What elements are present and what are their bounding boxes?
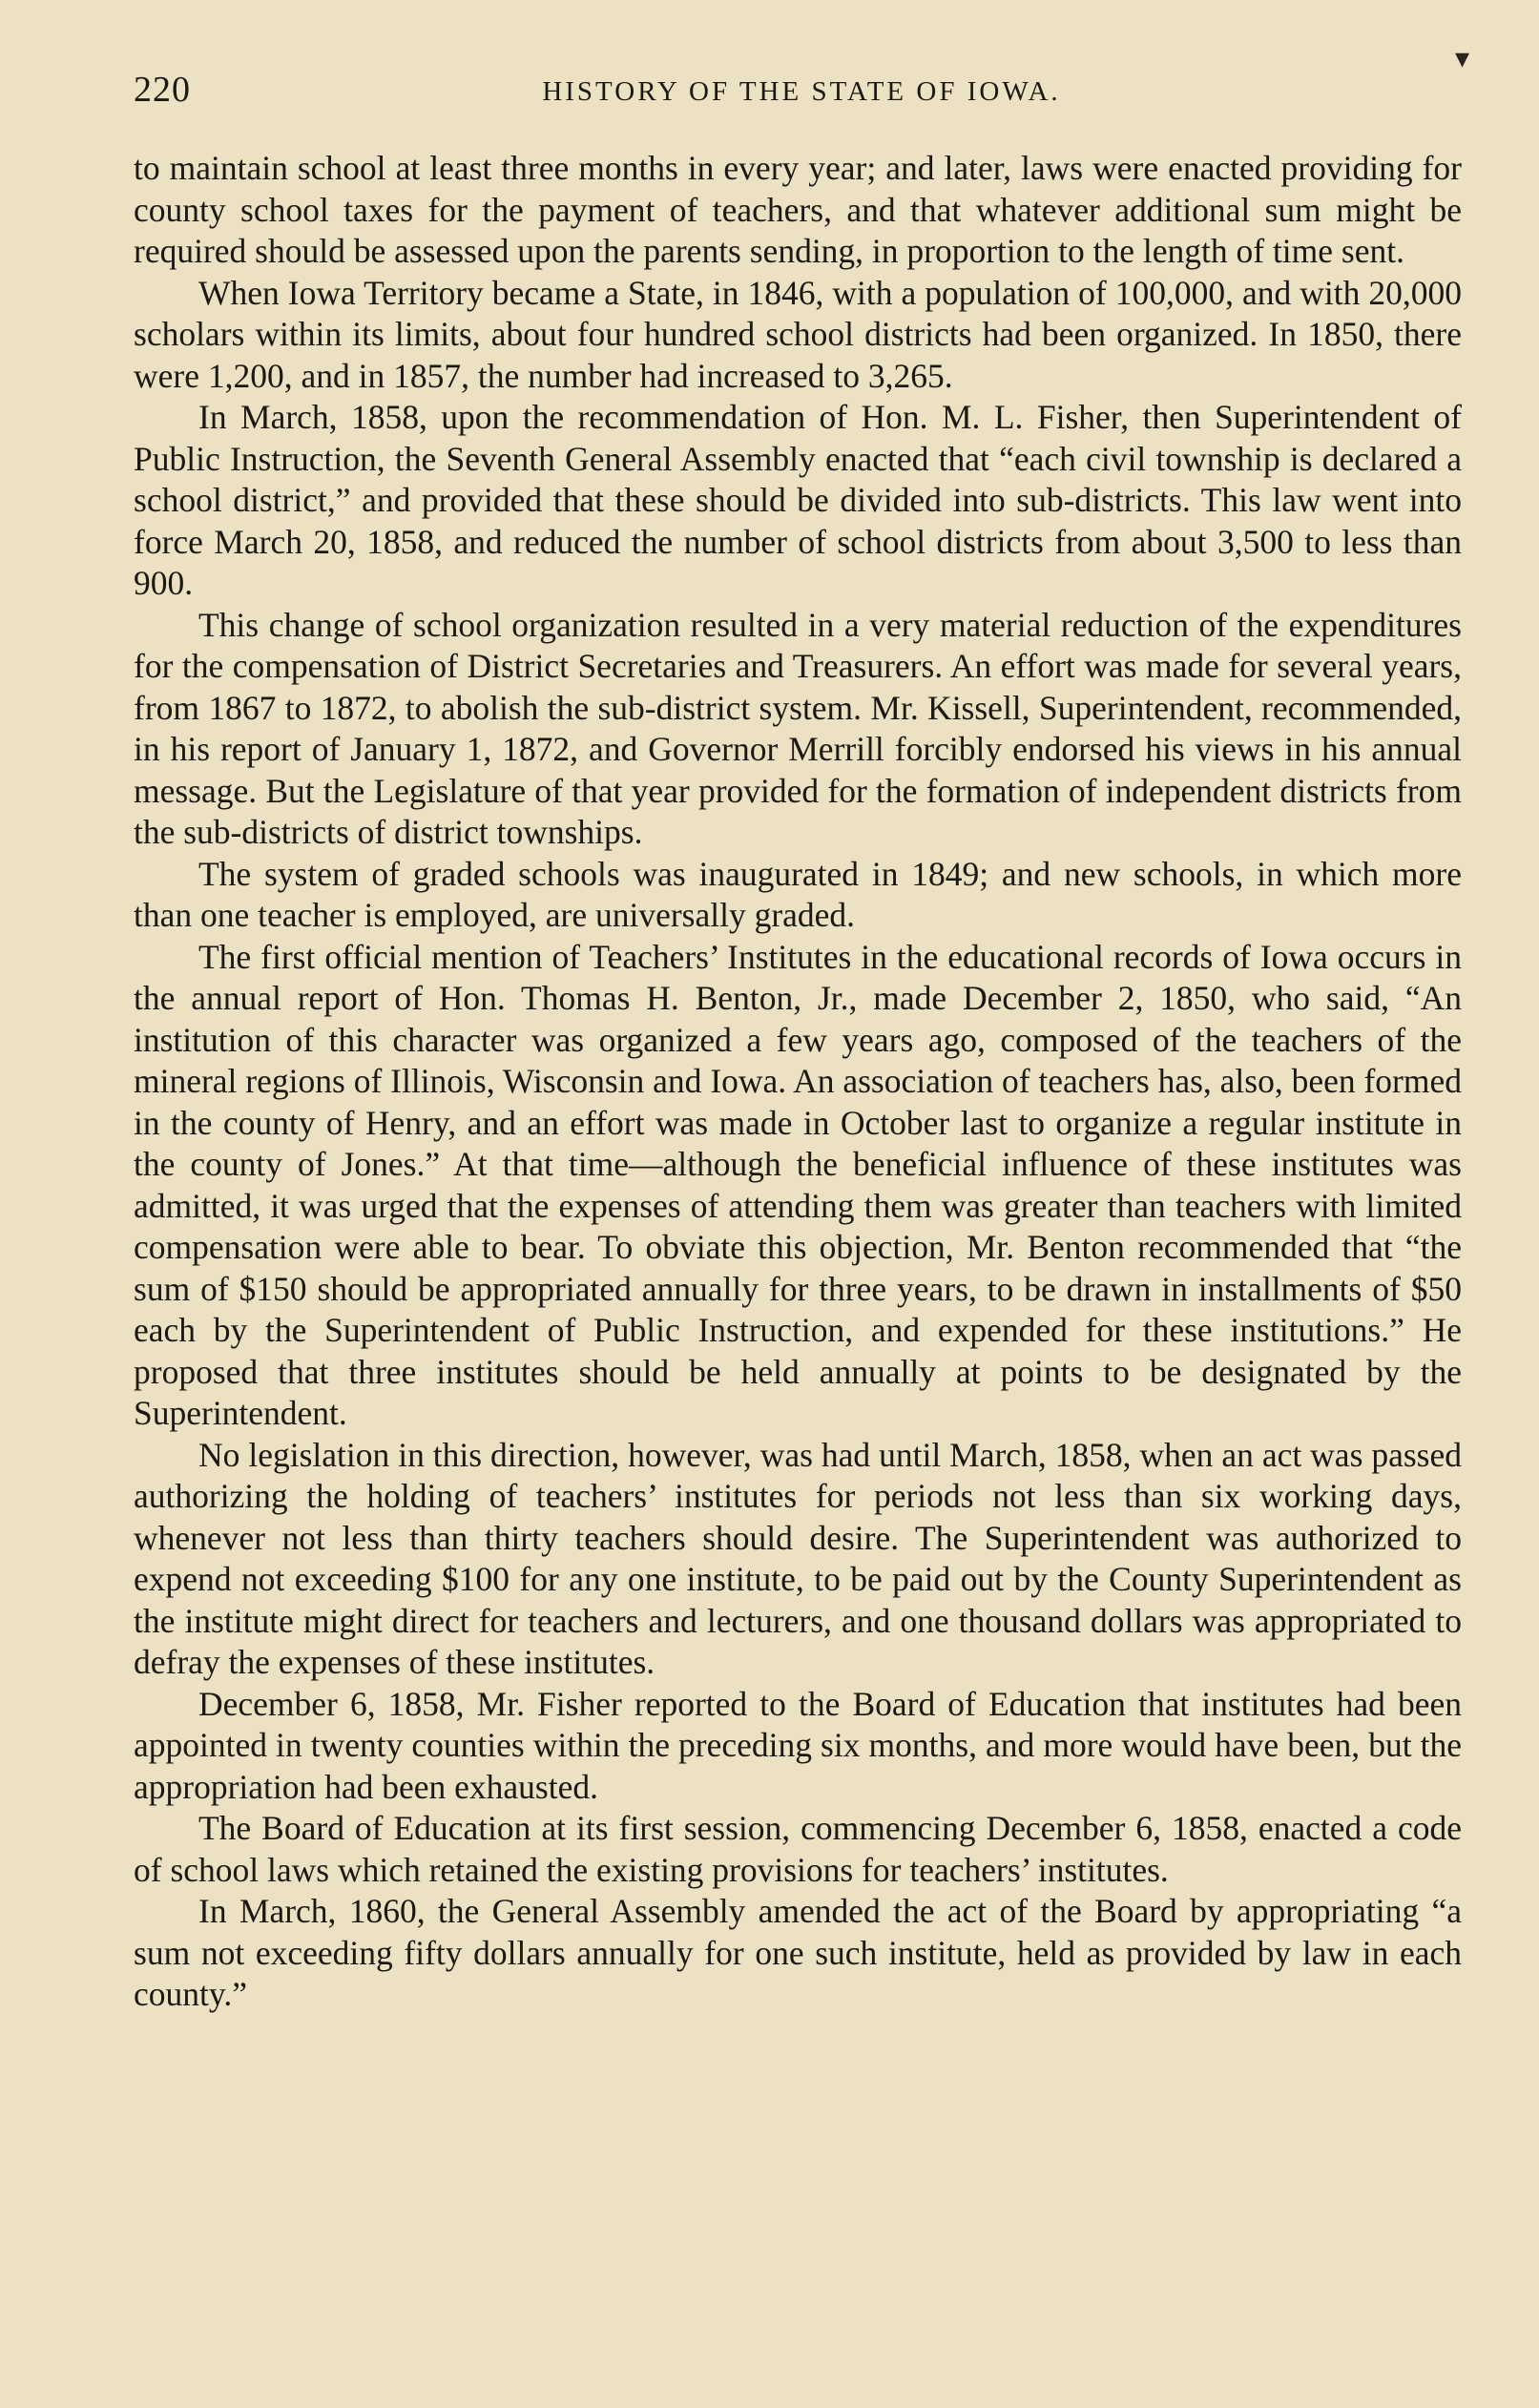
body-text <box>134 148 1462 2016</box>
page-header <box>134 43 1469 126</box>
paragraph: December 6, 1858, Mr. Fisher reported to the Board of Education that institutes had been appointed in twenty counties within the preceding six months, and more would have been, but the appropriation had been exhausted. <box>134 1684 1462 1806</box>
paragraph: When Iowa Territory became a State, in 1846, with a population of 100,000, and with 20,000 scholars within its limits, about four hundred school districts had been organized. In 1850, there were 1,200, and in 1857, the number had increased to 3,265. <box>134 273 1462 395</box>
paragraph: The Board of Education at its first session, commencing December 6, 1858, enacted a code of school laws which retained the existing provisions for teachers’ institutes. <box>134 1809 1462 1889</box>
corner-mark-icon: ▾ <box>1454 43 1469 74</box>
paragraph: No legislation in this direction, however, was had until March, 1858, when an act was passed authorizing the holding of teachers’ institutes for periods not less than six working days, whenever not less than thirty teachers should desire. The Superintendent was authorized to expend not exceeding $100 for any one institute, to be paid out by the County Superintendent as the institute might direct for teachers and lecturers, and one thousand dollars was appropriated to defray the expenses of these institutes. <box>134 1435 1462 1681</box>
paragraph: In March, 1860, the General Assembly amended the act of the Board by appropriating “a sum not exceeding fifty dollars annually for one such institute, held as provided by law in each county.” <box>134 1892 1462 2013</box>
paragraph: The system of graded schools was inaugurated in 1849; and new schools, in which more than one teacher is employed, are universally graded. <box>134 854 1462 934</box>
paragraph-continued: to maintain school at least three months in every year; and later, laws were enacted providing for county school taxes for the payment of teachers, and that whatever additional sum might be required should be assessed upon the parents sending, in proportion to the length of time sent. <box>134 149 1462 270</box>
paragraph: In March, 1858, upon the recommendation of Hon. M. L. Fisher, then Superintendent of Public Instruction, the Seventh General Assembly enacted that “each civil township is declared a school district,” and provided that these should be divided into sub-districts. This law went into force March 20, 1858, and reduced the number of school districts from about 3,500 to less than 900. <box>134 398 1462 602</box>
page-number: 220 <box>134 70 191 110</box>
paragraph: This change of school organization resulted in a very material reduction of the expenditures for the compensation of District Secretaries and Treasurers. An effort was made for several years, from 1867 to 1872, to abolish the sub-district system. Mr. Kissell, Superintendent, recommended, in his report of January 1, 1872, and Governor Merrill forcibly endorsed his views in his annual message. But the Legislature of that year provided for the formation of independent districts from the sub-districts of district townships. <box>134 605 1462 851</box>
paragraph: The first official mention of Teachers’ Institutes in the educational records of Iowa occurs in the annual report of Hon. Thomas H. Benton, Jr., made December 2, 1850, who said, “An institution of this character was organized a few years ago, composed of the teachers of the mineral regions of Illinois, Wisconsin and Iowa. An association of teachers has, also, been formed in the county of Henry, and an effort was made in October last to organize a regular institute in the county of Jones.” At that time—although the beneficial influence of these institutes was admitted, it was urged that the expenses of attending them was greater than teachers with limited compensation were able to bear. To obviate this objection, Mr. Benton recommended that “the sum of $150 should be appropriated annually for three years, to be drawn in installments of $50 each by the Superintendent of Public Instruction, and expended for these institutions.” He proposed that three institutes should be held annually at points to be designated by the Superintendent. <box>134 937 1462 1432</box>
running-head: HISTORY OF THE STATE OF IOWA. <box>542 76 1061 107</box>
